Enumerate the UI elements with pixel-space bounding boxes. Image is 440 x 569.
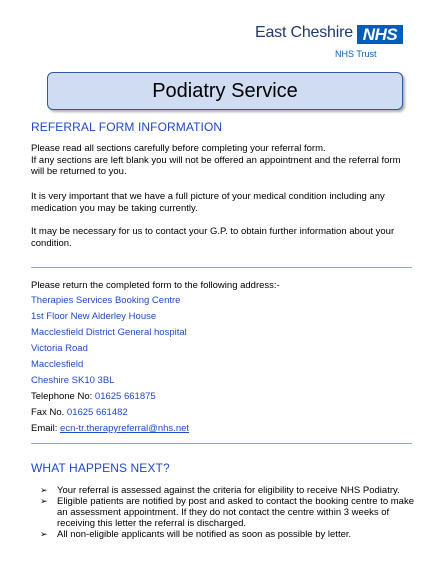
logo-org-name: East Cheshire [255, 24, 353, 41]
address-line: Macclesfield District General hospital [31, 327, 187, 338]
return-address [31, 295, 187, 391]
list-item-text: All non-eligible applicants will be notified as soon as possible by letter. [57, 529, 352, 540]
list-item [40, 529, 416, 540]
referral-form-heading: REFERRAL FORM INFORMATION [31, 120, 223, 134]
section-divider [31, 443, 412, 444]
arrow-bullet-icon: ➢ [40, 496, 48, 506]
list-item-text: Eligible patients are notified by post and asked to contact the booking centre to make an assessment appointment. If they do not contact the centre within 3 weeks of receiving this letter the referral is discharged. [57, 496, 415, 529]
page-title: Podiatry Service [152, 80, 298, 102]
fax-line [31, 407, 128, 418]
east-cheshire-nhs-logo [255, 24, 405, 60]
address-line: Macclesfield [31, 359, 84, 370]
list-item [40, 485, 416, 496]
email-link[interactable]: ecn-tr.therapyreferral@nhs.net [60, 423, 190, 434]
address-intro: Please return the completed form to the following address:- [31, 280, 280, 291]
telephone-line [31, 391, 156, 402]
address-line: Cheshire SK10 3BL [31, 375, 115, 386]
next-steps-list [40, 485, 416, 540]
intro-block [31, 191, 416, 214]
list-item [40, 496, 416, 529]
email-line [31, 423, 189, 434]
list-item-text: Your referral is assessed against the criteria for eligibility to receive NHS Podiatry. [57, 485, 400, 496]
intro-paragraph: It is very important that we have a full picture of your medical condition including any medication you may be taking currently. [31, 191, 385, 214]
nhs-logo-badge: NHS [357, 25, 403, 44]
email-label: Email: [31, 423, 58, 434]
logo-trust-name: NHS Trust [335, 49, 377, 59]
next-steps-heading: WHAT HAPPENS NEXT? [31, 461, 170, 475]
intro-paragraph: It may be necessary for us to contact your G.P. to obtain further information about your condition. [31, 226, 395, 249]
intro-block [31, 226, 416, 249]
address-line: Therapies Services Booking Centre [31, 295, 181, 306]
intro-paragraph: Please read all sections carefully before completing your referral form. [31, 143, 326, 154]
address-line: 1st Floor New Alderley House [31, 311, 157, 322]
telephone-label: Telephone No: [31, 391, 93, 402]
arrow-bullet-icon: ➢ [40, 485, 48, 495]
fax-number: 01625 661482 [66, 407, 128, 418]
arrow-bullet-icon: ➢ [40, 529, 48, 539]
address-line: Victoria Road [31, 343, 88, 354]
fax-label: Fax No. [31, 407, 65, 418]
intro-block [31, 143, 416, 178]
telephone-number: 01625 661875 [94, 391, 156, 402]
title-banner [47, 72, 403, 110]
intro-paragraph: If any sections are left blank you will not be offered an appointment and the referral form will be returned to you. [31, 154, 401, 177]
section-divider [31, 267, 412, 268]
